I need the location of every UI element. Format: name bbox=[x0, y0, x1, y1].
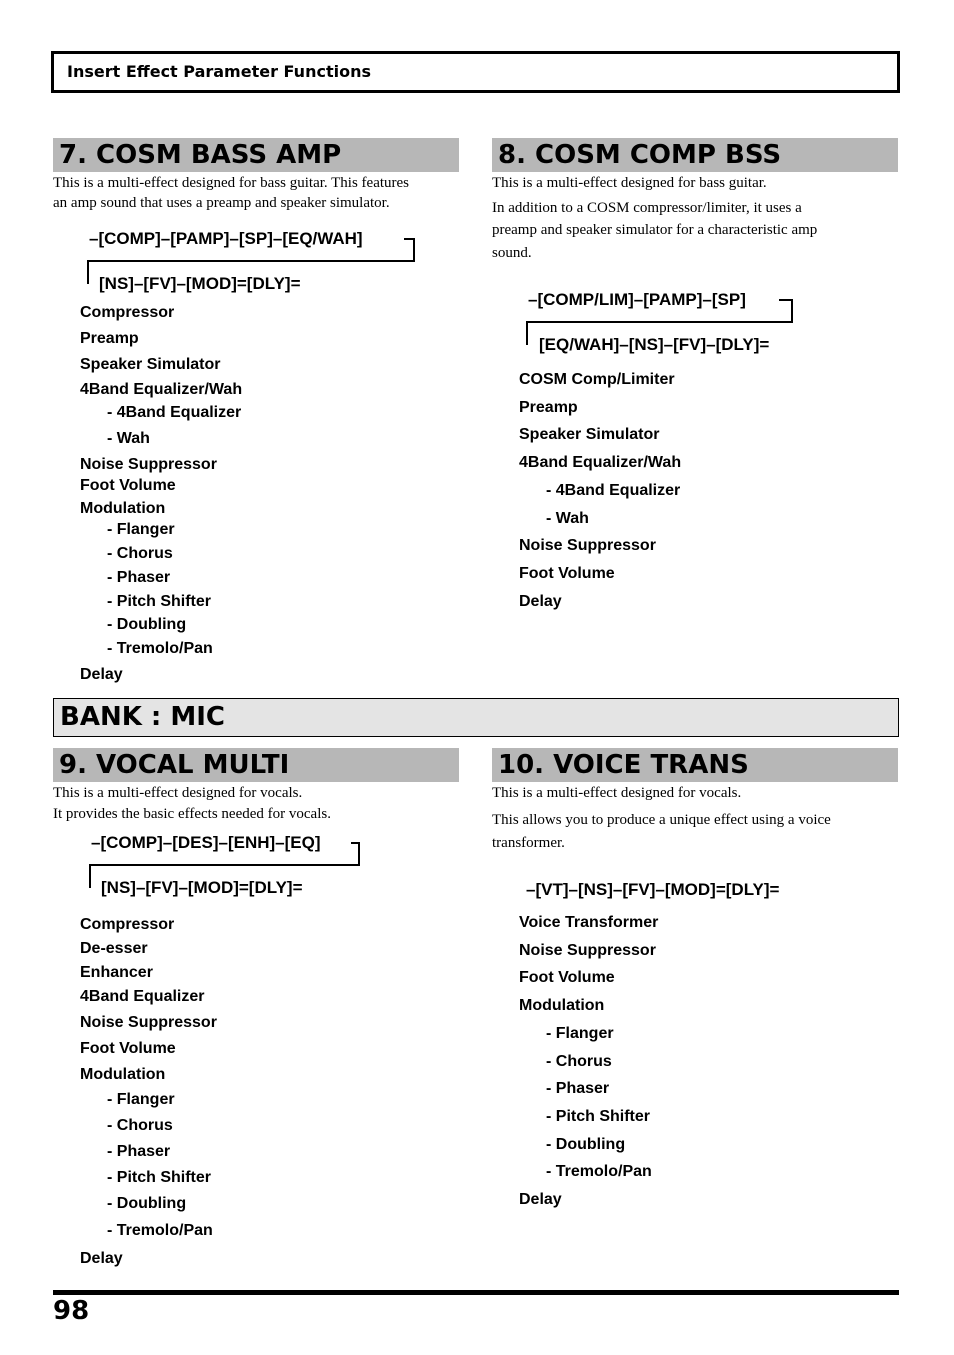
section-8-title: 8. COSM COMP BSS bbox=[492, 138, 898, 172]
list-subitem: - Chorus bbox=[546, 1053, 612, 1070]
list-item: Noise Suppressor bbox=[519, 942, 656, 959]
list-item: Voice Transformer bbox=[519, 914, 659, 931]
chain-connector bbox=[526, 321, 793, 323]
section-9-title: 9. VOCAL MULTI bbox=[53, 748, 459, 782]
list-subitem: - Pitch Shifter bbox=[107, 593, 212, 610]
list-item: Foot Volume bbox=[519, 969, 615, 986]
section-10-desc-1: This is a multi-effect designed for vocals. bbox=[492, 785, 742, 801]
footer-rule bbox=[53, 1290, 899, 1295]
list-item: Preamp bbox=[519, 399, 578, 416]
section-7-desc-2: an amp sound that uses a preamp and speaker simulator. bbox=[53, 195, 390, 211]
list-item: Foot Volume bbox=[80, 1040, 176, 1057]
list-subitem: - Wah bbox=[107, 430, 150, 447]
list-item: Modulation bbox=[80, 500, 166, 517]
section-9-chain-1: –[COMP]–[DES]–[ENH]–[EQ] bbox=[91, 833, 321, 852]
section-7-desc-1: This is a multi-effect designed for bass guitar. This features bbox=[53, 175, 410, 191]
list-item: Delay bbox=[519, 1191, 562, 1208]
list-item: 4Band Equalizer/Wah bbox=[519, 454, 682, 471]
list-item: Modulation bbox=[519, 997, 605, 1014]
list-item: Noise Suppressor bbox=[519, 537, 656, 554]
chain-connector bbox=[526, 321, 528, 345]
list-item: Modulation bbox=[80, 1066, 166, 1083]
section-8-desc-2: In addition to a COSM compressor/limiter, it uses a bbox=[492, 200, 802, 216]
section-8-desc-4: sound. bbox=[492, 245, 532, 261]
chain-connector bbox=[87, 260, 415, 262]
page-number: 98 bbox=[53, 1296, 90, 1326]
section-8-desc-1: This is a multi-effect designed for bass guitar. bbox=[492, 175, 767, 191]
section-7-chain-2: [NS]–[FV]–[MOD]=[DLY]= bbox=[99, 274, 301, 293]
section-8-chain-2: [EQ/WAH]–[NS]–[FV]–[DLY]= bbox=[539, 335, 770, 354]
list-item: Compressor bbox=[80, 304, 175, 321]
list-subitem: - Doubling bbox=[107, 616, 187, 633]
list-subitem: - Flanger bbox=[107, 521, 175, 538]
section-8-chain-1: –[COMP/LIM]–[PAMP]–[SP] bbox=[528, 290, 746, 309]
list-subitem: - Flanger bbox=[546, 1025, 614, 1042]
section-10-desc-3: transformer. bbox=[492, 835, 565, 851]
list-subitem: - Phaser bbox=[107, 1143, 171, 1160]
section-9-chain-2: [NS]–[FV]–[MOD]=[DLY]= bbox=[101, 878, 303, 897]
section-8-desc-3: preamp and speaker simulator for a characteristic amp bbox=[492, 222, 818, 238]
list-item: Noise Suppressor bbox=[80, 1014, 217, 1031]
section-10-chain: –[VT]–[NS]–[FV]–[MOD]=[DLY]= bbox=[526, 880, 780, 899]
list-subitem: - Doubling bbox=[546, 1136, 626, 1153]
chain-connector bbox=[358, 842, 360, 866]
section-7-chain-1: –[COMP]–[PAMP]–[SP]–[EQ/WAH] bbox=[89, 229, 363, 248]
list-item: De-esser bbox=[80, 940, 148, 957]
list-item: Delay bbox=[519, 593, 562, 610]
running-header-box bbox=[51, 51, 900, 93]
list-subitem: - Tremolo/Pan bbox=[107, 1222, 213, 1239]
list-subitem: - Tremolo/Pan bbox=[546, 1163, 652, 1180]
list-item: Compressor bbox=[80, 916, 175, 933]
list-subitem: - Pitch Shifter bbox=[546, 1108, 651, 1125]
chain-connector bbox=[87, 260, 89, 284]
list-subitem: - 4Band Equalizer bbox=[546, 482, 681, 499]
list-item: Delay bbox=[80, 666, 123, 683]
section-9-desc-2: It provides the basic effects needed for vocals. bbox=[53, 806, 331, 822]
list-subitem: - Pitch Shifter bbox=[107, 1169, 212, 1186]
list-subitem: - Phaser bbox=[546, 1080, 610, 1097]
bank-title: BANK : MIC bbox=[53, 698, 899, 737]
list-subitem: - Flanger bbox=[107, 1091, 175, 1108]
chain-connector bbox=[89, 864, 360, 866]
list-item: Foot Volume bbox=[80, 477, 176, 494]
list-item: Noise Suppressor bbox=[80, 456, 217, 473]
section-7-title: 7. COSM BASS AMP bbox=[53, 138, 459, 172]
list-item: Preamp bbox=[80, 330, 139, 347]
running-header-title: Insert Effect Parameter Functions bbox=[67, 62, 371, 81]
list-subitem: - 4Band Equalizer bbox=[107, 404, 242, 421]
list-item: Foot Volume bbox=[519, 565, 615, 582]
list-item: COSM Comp/Limiter bbox=[519, 371, 675, 388]
section-10-title: 10. VOICE TRANS bbox=[492, 748, 898, 782]
section-10-desc-2: This allows you to produce a unique effect using a voice bbox=[492, 812, 831, 828]
list-subitem: - Chorus bbox=[107, 545, 173, 562]
list-item: Enhancer bbox=[80, 964, 153, 981]
list-item: Speaker Simulator bbox=[519, 426, 660, 443]
section-9-desc-1: This is a multi-effect designed for vocals. bbox=[53, 785, 303, 801]
chain-connector bbox=[791, 299, 793, 323]
list-item: Delay bbox=[80, 1250, 123, 1267]
list-subitem: - Tremolo/Pan bbox=[107, 640, 213, 657]
list-item: Speaker Simulator bbox=[80, 356, 221, 373]
list-subitem: - Phaser bbox=[107, 569, 171, 586]
list-subitem: - Doubling bbox=[107, 1195, 187, 1212]
chain-connector bbox=[89, 864, 91, 888]
list-subitem: - Wah bbox=[546, 510, 589, 527]
list-item: 4Band Equalizer bbox=[80, 988, 205, 1005]
list-item: 4Band Equalizer/Wah bbox=[80, 381, 243, 398]
chain-connector bbox=[413, 238, 415, 262]
list-subitem: - Chorus bbox=[107, 1117, 173, 1134]
